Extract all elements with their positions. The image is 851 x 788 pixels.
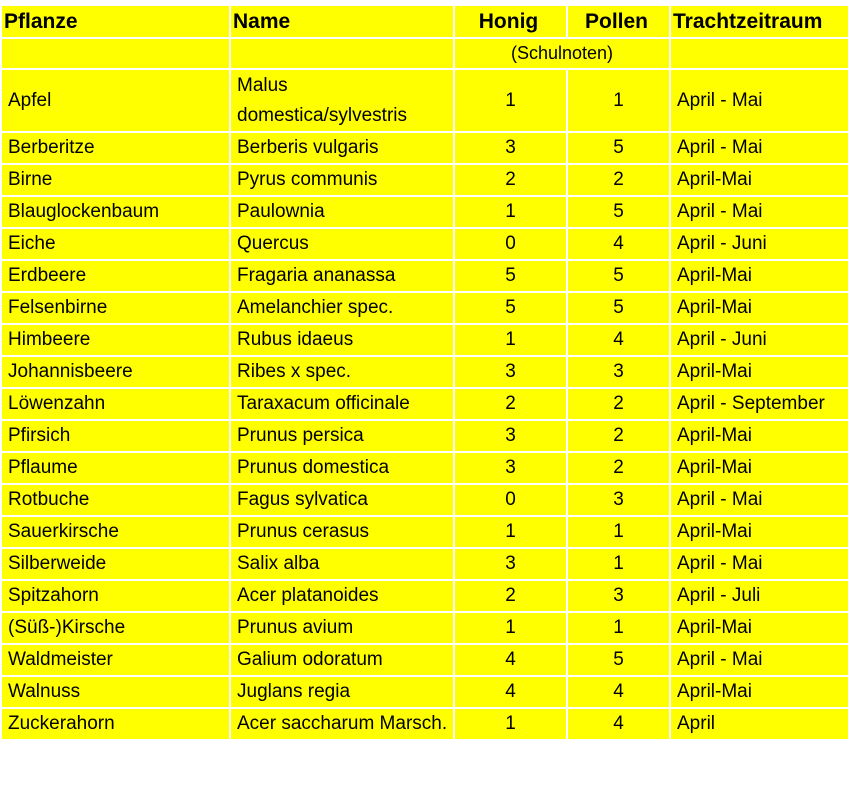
cell-pollen: 4	[567, 708, 670, 740]
table-row	[1, 164, 849, 196]
cell-name: Quercus	[230, 228, 454, 260]
cell-pflanze: Apfel	[1, 69, 230, 132]
cell-honig: 5	[454, 260, 567, 292]
cell-name: Prunus persica	[230, 420, 454, 452]
cell-honig: 3	[454, 452, 567, 484]
cell-honig: 2	[454, 164, 567, 196]
cell-pollen: 1	[567, 612, 670, 644]
cell-honig: 1	[454, 196, 567, 228]
header-pollen: Pollen	[567, 5, 670, 38]
cell-trachtzeitraum: April - Mai	[670, 132, 849, 164]
cell-honig: 1	[454, 708, 567, 740]
cell-trachtzeitraum: April - Mai	[670, 196, 849, 228]
table-row	[1, 708, 849, 740]
cell-trachtzeitraum: April - Mai	[670, 548, 849, 580]
cell-honig: 2	[454, 388, 567, 420]
cell-pollen: 2	[567, 420, 670, 452]
cell-pflanze: Spitzahorn	[1, 580, 230, 612]
header-pflanze: Pflanze	[1, 5, 230, 38]
cell-trachtzeitraum: April - September	[670, 388, 849, 420]
cell-trachtzeitraum: April-Mai	[670, 516, 849, 548]
table-row	[1, 228, 849, 260]
cell-pollen: 4	[567, 676, 670, 708]
table-row	[1, 548, 849, 580]
cell-name: Rubus idaeus	[230, 324, 454, 356]
cell-pflanze: Blauglockenbaum	[1, 196, 230, 228]
header-row	[1, 5, 849, 38]
cell-trachtzeitraum: April-Mai	[670, 420, 849, 452]
cell-trachtzeitraum: April - Mai	[670, 69, 849, 132]
cell-pflanze: Himbeere	[1, 324, 230, 356]
cell-honig: 1	[454, 69, 567, 132]
cell-honig: 3	[454, 356, 567, 388]
cell-honig: 0	[454, 228, 567, 260]
cell-honig: 3	[454, 420, 567, 452]
cell-honig: 1	[454, 612, 567, 644]
cell-pflanze: Sauerkirsche	[1, 516, 230, 548]
cell-trachtzeitraum: April - Juli	[670, 580, 849, 612]
cell-pflanze: Silberweide	[1, 548, 230, 580]
cell-pollen: 3	[567, 580, 670, 612]
cell-name: Prunus domestica	[230, 452, 454, 484]
table-row	[1, 356, 849, 388]
cell-trachtzeitraum: April-Mai	[670, 164, 849, 196]
cell-pflanze: Rotbuche	[1, 484, 230, 516]
table-row	[1, 452, 849, 484]
cell-honig: 3	[454, 132, 567, 164]
cell-pollen: 3	[567, 356, 670, 388]
cell-pollen: 5	[567, 260, 670, 292]
cell-trachtzeitraum: April-Mai	[670, 676, 849, 708]
cell-name: Fragaria ananassa	[230, 260, 454, 292]
cell-pollen: 4	[567, 228, 670, 260]
cell-name: Paulownia	[230, 196, 454, 228]
cell-name: Prunus cerasus	[230, 516, 454, 548]
cell-honig: 1	[454, 324, 567, 356]
cell-name: Amelanchier spec.	[230, 292, 454, 324]
cell-pflanze: Pflaume	[1, 452, 230, 484]
cell-name: Acer saccharum Marsch.	[230, 708, 454, 740]
cell-pollen: 2	[567, 388, 670, 420]
table-row	[1, 676, 849, 708]
cell-name: Berberis vulgaris	[230, 132, 454, 164]
cell-honig: 4	[454, 676, 567, 708]
cell-honig: 5	[454, 292, 567, 324]
cell-pflanze: Felsenbirne	[1, 292, 230, 324]
header-trachtzeitraum: Trachtzeitraum	[670, 5, 849, 38]
table-row	[1, 388, 849, 420]
table-row	[1, 420, 849, 452]
table-row	[1, 69, 849, 132]
cell-name: Malus domestica/sylvestris	[230, 69, 454, 132]
subheader-empty-cell	[670, 38, 849, 69]
cell-trachtzeitraum: April-Mai	[670, 260, 849, 292]
cell-pflanze: Eiche	[1, 228, 230, 260]
cell-name: Juglans regia	[230, 676, 454, 708]
table-row	[1, 580, 849, 612]
cell-trachtzeitraum: April - Mai	[670, 644, 849, 676]
cell-pflanze: Zuckerahorn	[1, 708, 230, 740]
cell-name: Acer platanoides	[230, 580, 454, 612]
cell-trachtzeitraum: April-Mai	[670, 612, 849, 644]
subheader-schulnoten: (Schulnoten)	[454, 38, 670, 69]
cell-trachtzeitraum: April-Mai	[670, 292, 849, 324]
cell-name: Pyrus communis	[230, 164, 454, 196]
cell-pollen: 2	[567, 164, 670, 196]
table-row	[1, 292, 849, 324]
cell-trachtzeitraum: April - Juni	[670, 324, 849, 356]
cell-trachtzeitraum: April-Mai	[670, 452, 849, 484]
cell-name: Prunus avium	[230, 612, 454, 644]
cell-pollen: 2	[567, 452, 670, 484]
cell-name: Taraxacum officinale	[230, 388, 454, 420]
header-honig: Honig	[454, 5, 567, 38]
cell-pflanze: Johannisbeere	[1, 356, 230, 388]
subheader-empty-cell	[230, 38, 454, 69]
plant-table	[0, 4, 850, 741]
cell-honig: 2	[454, 580, 567, 612]
table-row	[1, 132, 849, 164]
cell-pollen: 1	[567, 548, 670, 580]
cell-pflanze: Birne	[1, 164, 230, 196]
cell-name: Salix alba	[230, 548, 454, 580]
cell-pflanze: Berberitze	[1, 132, 230, 164]
cell-pflanze: Löwenzahn	[1, 388, 230, 420]
cell-pollen: 5	[567, 292, 670, 324]
header-name: Name	[230, 5, 454, 38]
cell-pollen: 3	[567, 484, 670, 516]
cell-pflanze: Erdbeere	[1, 260, 230, 292]
subheader-empty-cell	[1, 38, 230, 69]
cell-trachtzeitraum: April	[670, 708, 849, 740]
cell-name: Ribes x spec.	[230, 356, 454, 388]
table-row	[1, 324, 849, 356]
cell-pollen: 5	[567, 132, 670, 164]
cell-trachtzeitraum: April - Mai	[670, 484, 849, 516]
table-row	[1, 612, 849, 644]
cell-honig: 0	[454, 484, 567, 516]
table-row	[1, 644, 849, 676]
cell-trachtzeitraum: April-Mai	[670, 356, 849, 388]
cell-pollen: 4	[567, 324, 670, 356]
table-row	[1, 484, 849, 516]
table-row	[1, 196, 849, 228]
cell-pollen: 1	[567, 69, 670, 132]
table-row	[1, 260, 849, 292]
subheader-row	[1, 38, 849, 69]
cell-trachtzeitraum: April - Juni	[670, 228, 849, 260]
table-row	[1, 516, 849, 548]
cell-pollen: 1	[567, 516, 670, 548]
cell-honig: 3	[454, 548, 567, 580]
cell-honig: 4	[454, 644, 567, 676]
cell-name: Galium odoratum	[230, 644, 454, 676]
cell-pflanze: Pfirsich	[1, 420, 230, 452]
cell-name: Fagus sylvatica	[230, 484, 454, 516]
cell-pollen: 5	[567, 196, 670, 228]
cell-pflanze: Waldmeister	[1, 644, 230, 676]
cell-pollen: 5	[567, 644, 670, 676]
cell-honig: 1	[454, 516, 567, 548]
cell-pflanze: (Süß-)Kirsche	[1, 612, 230, 644]
cell-pflanze: Walnuss	[1, 676, 230, 708]
